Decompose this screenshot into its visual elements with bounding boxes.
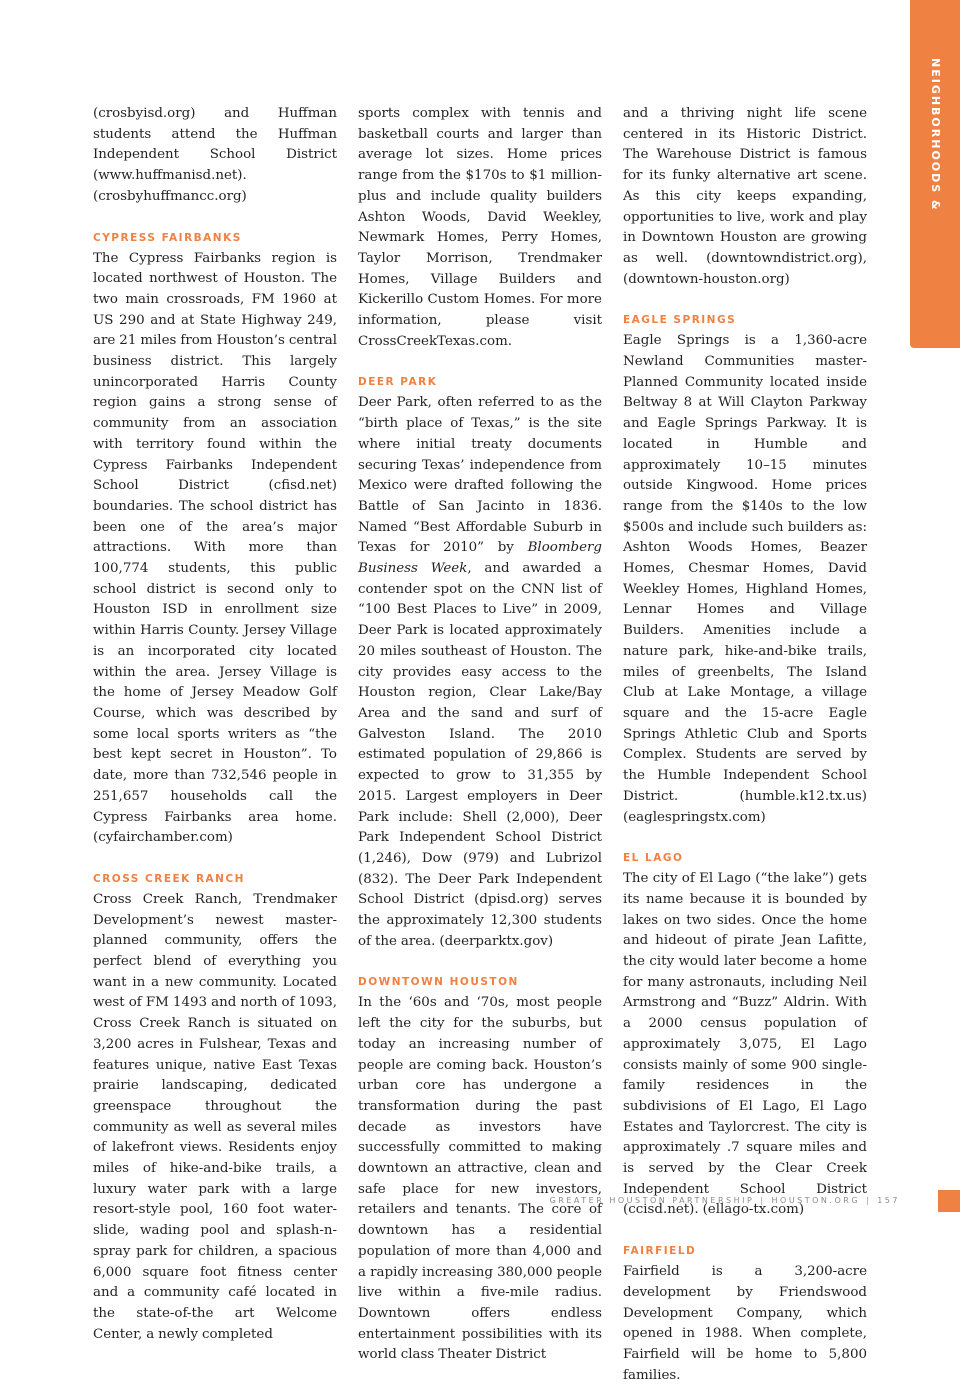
body-fairfield: Fairfield is a 3,200-acre development by Friendswood Development Company, which opened in 1988. When complete, Fairfield will be home to 5,800 families. bbox=[623, 1264, 867, 1383]
column-1 bbox=[93, 104, 337, 1345]
page-number: 157 bbox=[877, 1196, 900, 1205]
heading-deer-park: DEER PARK bbox=[358, 376, 438, 389]
footer-site: HOUSTON.ORG bbox=[771, 1196, 861, 1205]
body-deer-park-part-1: Deer Park, often referred to as the “birth place of Texas,” is the site where initial treaty documents securing Texas’ independence from Mexico were drafted following the Battle of San Jacinto in 1836. Named “Best Affordable Suburb in Texas for 2010” by bbox=[358, 395, 602, 556]
body-cypress-fairbanks: The Cypress Fairbanks region is located northwest of Houston. The two main crossroads, FM 1960 at US 290 and at State Highway 249, are 21 miles from Houston’s central business district. This largely unincorporated Harris County region gains a strong sense of community from an association with territory found within the Cypress Fairbanks Independent School District (cfisd.net) boundaries. The school district has been one of the area’s major attractions. With more than 100,774 students, this public school district is second only to Houston ISD in enrollment size within Harris County. Jersey Village is an incorporated city located within the area. Jersey Village is the home of Jersey Meadow Golf Course, which was described by some local sports writers as “the best kept secret in Houston”. To date, more than 732,546 people in 251,657 households call the Cypress Fairbanks area home. (cyfairchamber.com) bbox=[93, 250, 337, 846]
heading-eagle-springs: EAGLE SPRINGS bbox=[623, 314, 737, 327]
publication-name: Bloomberg Business Week bbox=[358, 540, 602, 577]
body-eagle-springs: Eagle Springs is a 1,360-acre Newland Communities master-Planned Community located inside Beltway 8 at Will Clayton Parkway and Eagle Springs Parkway. It is located in Humble and approximately 10–15 minutes outside Kingwood. Home prices range from the $140s to the low $500s and include such builders as: Ashton Woods Homes, Beazer Homes, Chesmar Homes, David Weekley Homes, Highland Homes, Lennar Homes and Village Builders. Amenities include a nature park, hike-and-bike trails, miles of greenbelts, The Island Club at Lake Montage, a village square and the 15-acre Eagle Springs Athletic Club and Sports Complex. Students are served by the Humble Independent School District. (humble.k12.tx.us) (eaglespringstx.com) bbox=[623, 333, 867, 825]
heading-cypress-fairbanks: CYPRESS FAIRBANKS bbox=[93, 231, 242, 244]
heading-fairfield: FAIRFIELD bbox=[623, 1245, 697, 1258]
section-tab-label: NEIGHBORHOODS & COMMUNITIES bbox=[879, 58, 942, 212]
body-deer-park bbox=[358, 393, 602, 952]
body-el-lago: The city of El Lago (“the lake”) gets its name because it is bounded by lakes on two sides. Once the home and hideout of pirate Jean Lafitte, the city would later become a home for many astronauts, including Neil Armstrong and “Buzz” Aldrin. With a 2000 census population of approximately 3,075, El Lago consists mainly of some 900 single-family residences in the subdivisions of El Lago, El Lago Estates and Taylorcrest. The city is approximately .7 square miles and is served by the Clear Creek Independent School District (ccisd.net). (ellago-tx.com) bbox=[623, 871, 867, 1218]
body-deer-park-part-2: , and awarded a contender spot on the CNN list of “100 Best Places to Live” in 2009, Deer Park is located approximately 20 miles southeast of Houston. The city provides easy access to the Houston region, Clear Lake/Bay Area and the sand and surf of Galveston Island. The 2010 estimated population of 29,866 is expected to grow to 31,355 by 2015. Largest employers in Deer Park include: Shell (2,000), Deer Park Independent School District (1,246), Dow (979) and Lubrizol (832). The Deer Park Independent School District (dpisd.org) serves the approximately 12,300 students of the area. (deerparktx.gov) bbox=[358, 561, 602, 949]
heading-cross-creek-ranch: CROSS CREEK RANCH bbox=[93, 872, 245, 885]
footer-separator: | bbox=[866, 1196, 872, 1205]
page-corner-tab bbox=[938, 1190, 960, 1212]
heading-el-lago: EL LAGO bbox=[623, 852, 684, 865]
footer-separator: | bbox=[760, 1196, 766, 1205]
heading-downtown-houston: DOWNTOWN HOUSTON bbox=[358, 976, 519, 989]
column-2-intro: sports complex with tennis and basketball courts and larger than average lot sizes. Home prices range from the $170s to $1 million-plus and include quality builders Ashton Woods, David Weekley, Newmark Homes, Perry Homes, Taylor Morrison, Trendmaker Homes, Village Builders and Kickerillo Custom Homes. For more information, please visit CrossCreekTexas.com. bbox=[358, 106, 602, 349]
body-downtown-houston: In the ‘60s and ‘70s, most people left the city for the suburbs, but today an increasing number of people are coming back. Houston’s urban core has undergone a transformation during the past decade as investors have successfully committed to making downtown an attractive, clean and safe place for new investors, retailers and tenants. The core of downtown has a residential population of more than 4,000 and a rapidly increasing 380,000 people live within a five-mile radius. Downtown offers endless entertainment possibilities with its world class Theater District bbox=[358, 995, 602, 1363]
column-1-intro: (crosbyisd.org) and Huffman students attend the Huffman Independent School District (www.huffmanisd.net). (crosbyhuffmancc.org) bbox=[93, 106, 337, 204]
footer-org: GREATER HOUSTON PARTNERSHIP bbox=[549, 1196, 755, 1205]
body-cross-creek-ranch: Cross Creek Ranch, Trendmaker Development’s newest master-planned community, offers the perfect blend of everything you want in a new community. Located west of FM 1493 and north of 1093, Cross Creek Ranch is situated on 3,200 acres in Fulshear, Texas and features unique, native East Texas prairie landscaping, dedicated greenspace throughout the community as well as several miles of lakefront views. Residents enjoy miles of hike-and-bike trails, a luxury water park with a large resort-style pool, 160 foot water-slide, wading pool and splash-n-spray park for children, a spacious 6,000 square foot fitness center and a community café located in the state-of-the art Welcome Center, a newly completed bbox=[93, 891, 337, 1342]
column-2 bbox=[358, 104, 602, 1366]
page-footer bbox=[540, 1194, 900, 1208]
column-3-intro: and a thriving night life scene centered in its Historic District. The Warehouse District is famous for its funky alternative art scene. As this city keeps expanding, opportunities to live, work and play in Downtown Houston are growing as well. (downtowndistrict.org), (downtown-houston.org) bbox=[623, 106, 867, 287]
